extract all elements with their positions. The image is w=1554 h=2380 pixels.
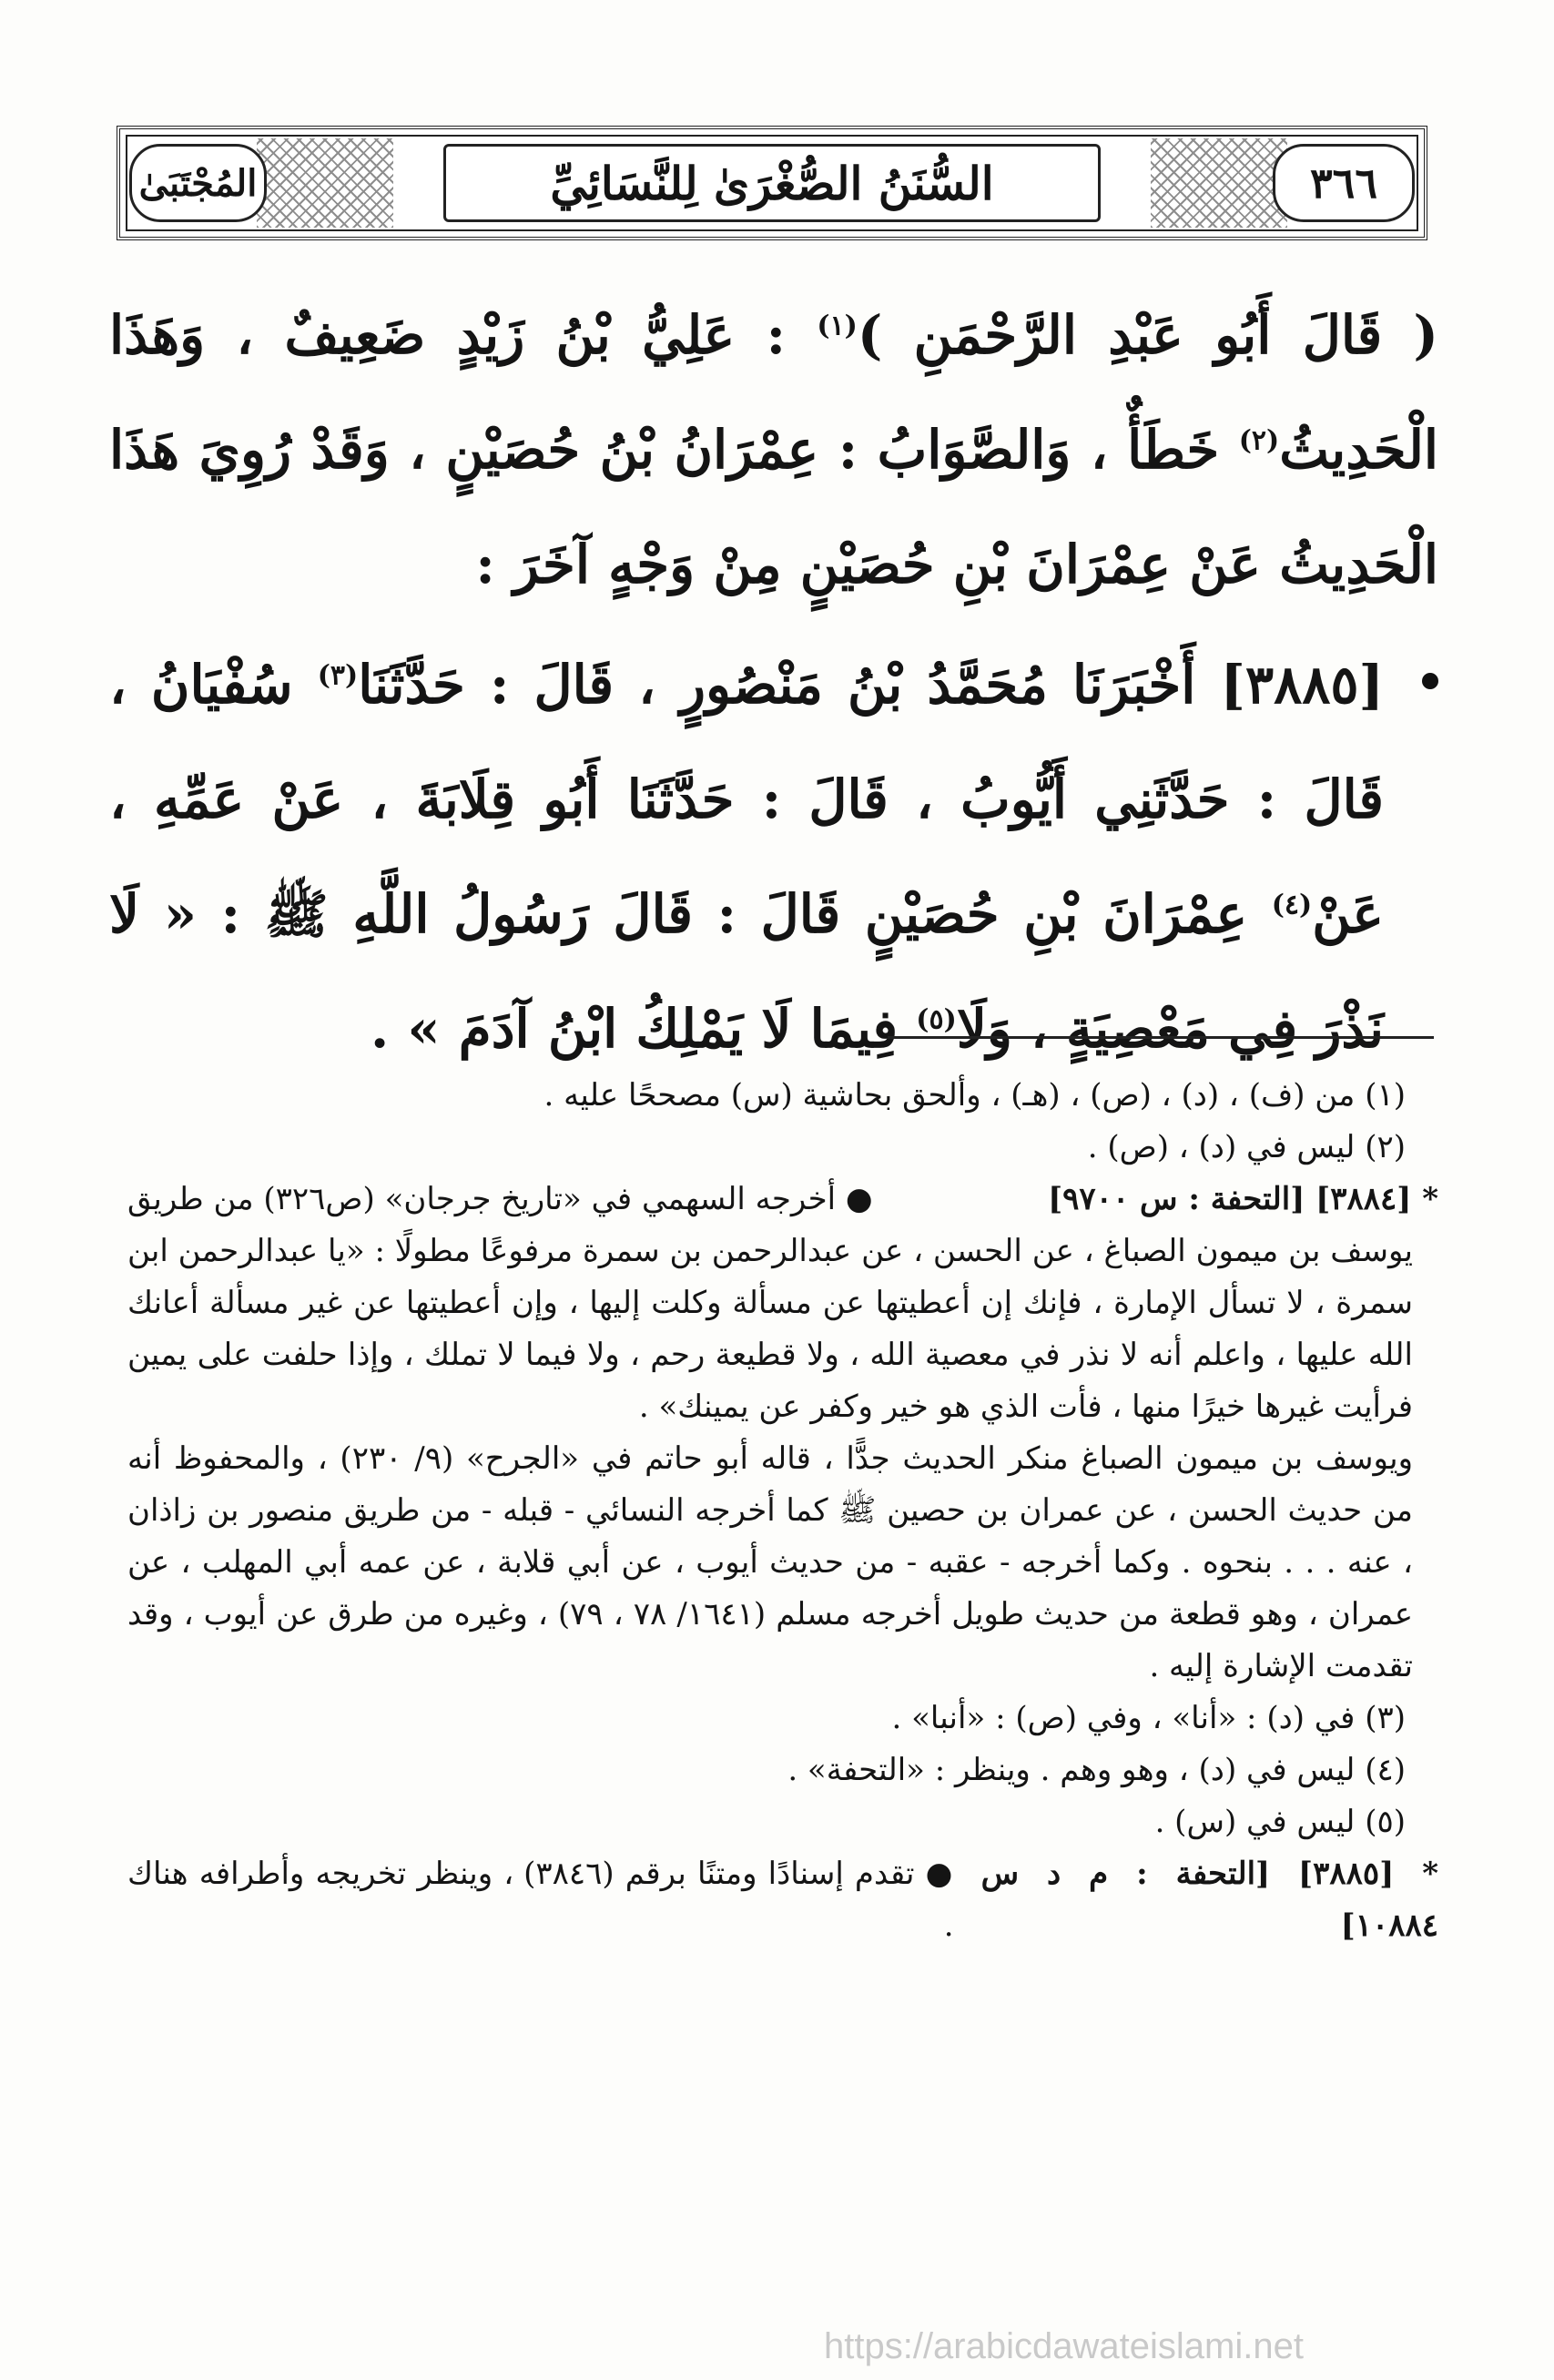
takhrij-3884-commentary: ويوسف بن ميمون الصباغ منكر الحديث جدًّا ، قاله أبو حاتم في «الجرح» (٩/ ٢٣٠) ، والمحفوظ أنه من حديث الحسن ، عن عمران بن حصين ﷺ كما أخرجه النسائي - قبله - من طريق منصور بن زاذان ، عنه . . . بنحوه . وكما أخرجه - عقبه - من حديث أيوب ، عن أبي قلابة ، عن عمه أبي المهلب ، عن عمران ، وهو قطعة من حديث طويل أخرجه مسلم (١٦٤١/ ٧٨ ، ٧٩) ، وغيره من طرق عن أيوب ، وقد تقدمت الإشارة إليه . — [127, 1440, 1413, 1684]
ornament-left — [257, 138, 393, 228]
page-number-badge — [1273, 144, 1415, 222]
takhrij-3885-ref: * [٣٨٨٥] [التحفة : م د س ١٠٨٨٤] — [980, 1856, 1438, 1944]
hadith-paragraph — [109, 627, 1438, 1086]
main-text — [109, 278, 1438, 1086]
page-number: ٣٦٦ — [1309, 158, 1378, 208]
takhrij-3885-header — [127, 1848, 1438, 1952]
running-title: السُّنَنُ الصُّغْرَىٰ لِلنَّسَائِيِّ — [550, 156, 994, 210]
intro-open: ( قَالَ أَبُو عَبْدِ الرَّحْمَنِ ) — [857, 304, 1438, 366]
footnote-4: (٤) ليس في (د) ، وهو وهم . وينظر : «التحفة» . — [787, 1752, 1406, 1788]
footnote-mark-4: (٤) — [1271, 889, 1313, 921]
footnote-1: (١) من (ف) ، (د) ، (ص) ، (هـ) ، وألحق بحاشية (س) مصححًا عليه . — [543, 1077, 1406, 1114]
footnote-mark-5: (٥) — [916, 1003, 957, 1036]
takhrij-3884-ref: * [٣٨٨٤] [التحفة : س ٩٧٠٠] — [1048, 1181, 1438, 1217]
footnote-mark-2: (٢) — [1238, 424, 1280, 457]
hadith-part-2: سُفْيَانُ ، قَالَ : حَدَّثَنِي أَيُّوبُ ، قَالَ : حَدَّثَنَا أَبُو قِلَابَةَ ، عَنْ عَمِّهِ ، عَنْ — [109, 654, 1384, 945]
hadith-part-4: فِيمَا لَا يَمْلِكُ ابْنُ آدَمَ » . — [370, 998, 917, 1060]
page-header — [117, 126, 1427, 240]
bullet-icon — [1422, 673, 1438, 689]
takhrij-3885-body: ● تقدم إسنادًا ومتنًا برقم (٣٨٤٦) ، وينظر تخريجه وأطرافه هناك . — [127, 1856, 954, 1944]
footnote-5: (٥) ليس في (س) . — [1154, 1804, 1406, 1840]
hadith-number: [٣٨٨٥] — [1220, 654, 1384, 716]
footnotes — [127, 1070, 1438, 1952]
intro-paragraph — [109, 278, 1438, 622]
footnote-mark-1: (١) — [817, 310, 858, 342]
takhrij-3884-lead: ● أخرجه السهمي في «تاريخ جرجان» (ص٣٢٦) من طريق — [127, 1181, 873, 1217]
running-title-box — [443, 144, 1101, 222]
hadith-part-3: عِمْرَانَ بْنِ حُصَيْنٍ قَالَ : قَالَ رَسُولُ اللَّهِ ﷺ : « لَا نَذْرَ فِي مَعْصِيَةٍ ، وَلَا — [109, 883, 1384, 1060]
footnote-divider — [888, 1036, 1434, 1039]
hadith-part-1: أَخْبَرَنَا مُحَمَّدُ بْنُ مَنْصُورٍ ، قَالَ : حَدَّثَنَا — [358, 654, 1221, 716]
footnote-2: (٢) ليس في (د) ، (ص) . — [1087, 1129, 1406, 1165]
book-name-badge — [129, 144, 267, 222]
footnote-mark-3: (٣) — [317, 659, 359, 692]
intro-body: : عَلِيُّ بْنُ زَيْدٍ ضَعِيفٌ ، وَهَذَا الْحَدِيثُ — [109, 304, 1438, 481]
ornament-right — [1151, 138, 1287, 228]
book-name: المُجْتَبَىٰ — [138, 161, 258, 205]
takhrij-3884-body: يوسف بن ميمون الصباغ ، عن الحسن ، عن عبدالرحمن بن سمرة مرفوعًا مطولًا : «يا عبدالرحمن ابن سمرة ، لا تسأل الإمارة ، فإنك إن أعطيتها عن مسألة وكلت إليها ، وإن أعطيتها عن غير مسألة أعانك الله عليها ، واعلم أنه لا نذر في معصية الله ، ولا قطيعة رحم ، ولا فيما لا تملك ، وإذا حلفت على يمين فرأيت غيرها خيرًا منها ، فأت الذي هو خير وكفر عن يمينك» . — [127, 1233, 1413, 1425]
watermark-url: https://arabicdawateislami.net — [824, 2326, 1304, 2366]
intro-rest: خَطَأٌ ، وَالصَّوَابُ : عِمْرَانُ بْنُ حُصَيْنٍ ، وَقَدْ رُوِيَ هَذَا الْحَدِيثُ عَنْ عِمْرَانَ بْنِ حُصَيْنٍ مِنْ وَجْهٍ آخَرَ : — [109, 419, 1438, 595]
takhrij-3884-header — [127, 1174, 1438, 1226]
footnote-3: (٣) في (د) : «أنا» ، وفي (ص) : «أنبا» . — [891, 1700, 1406, 1736]
